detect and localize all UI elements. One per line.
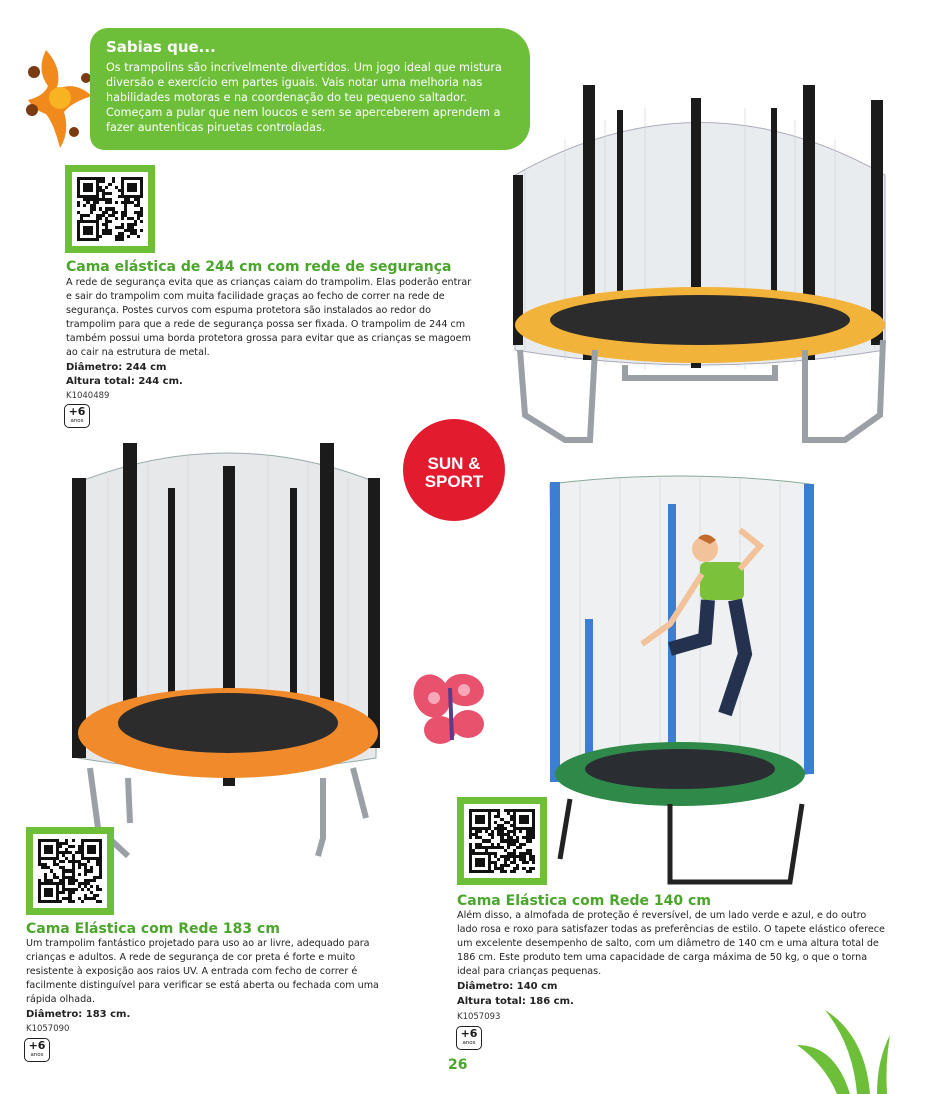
age-value: +6 bbox=[68, 405, 86, 418]
sun-decoration bbox=[24, 40, 100, 150]
age-badge-183 bbox=[24, 1038, 50, 1062]
product-description-244: A rede de segurança evita que as crianças caiam do trampolim. Elas poderão entrar e sair do trampolim com muita facilidade graças ao fecho de correr na rede de segurança. Postes curvos com espuma protetora são instalados ao redor do trampolim para que a rede de segurança possa ser fixada. O trampolim de 244 cm também possui uma borda protetora grossa para evitar que as crianças se magoem ao cair na estrutura de metal. bbox=[66, 277, 472, 358]
product-height-140: Altura total: 186 cm. bbox=[457, 996, 574, 1007]
product-code-140: K1057093 bbox=[457, 1012, 501, 1022]
age-unit: anos bbox=[462, 1040, 476, 1046]
qr-code-product-140[interactable] bbox=[457, 797, 547, 885]
did-you-know-text: Os trampolins são incrivelmente divertidos. Um jogo ideal que mistura diversão e exercício em partes iguais. Vais notar uma melhoria nas habilidades motoras e na coordenação do teu pequeno saltador. Começam a pular que nem loucos e sem se aperceberem aprendem a fazer auntenticas piruetas controladas. bbox=[106, 61, 502, 134]
product-diameter-244: Diâmetro: 244 cm bbox=[66, 362, 167, 373]
product-title-140: Cama Elástica com Rede 140 cm bbox=[457, 893, 711, 909]
sun-and-sport-logo bbox=[403, 419, 505, 521]
grass-decoration bbox=[795, 1005, 905, 1094]
product-title-244: Cama elástica de 244 cm com rede de segurança bbox=[66, 259, 452, 275]
product-height-244: Altura total: 244 cm. bbox=[66, 376, 183, 387]
logo-line-1: SUN & bbox=[427, 454, 481, 473]
age-value: +6 bbox=[460, 1027, 478, 1040]
butterfly-decoration bbox=[410, 668, 494, 752]
product-code-244: K1040489 bbox=[66, 391, 110, 401]
product-image-trampoline-140 bbox=[540, 474, 820, 886]
age-unit: anos bbox=[30, 1052, 44, 1058]
qr-code-product-244[interactable] bbox=[65, 165, 155, 253]
product-title-183: Cama Elástica com Rede 183 cm bbox=[26, 921, 280, 937]
product-code-183: K1057090 bbox=[26, 1024, 70, 1034]
age-unit: anos bbox=[70, 418, 84, 424]
product-image-trampoline-183 bbox=[68, 438, 386, 858]
product-image-trampoline-244 bbox=[505, 80, 895, 455]
product-diameter-183: Diâmetro: 183 cm. bbox=[26, 1009, 131, 1020]
qr-code-product-183[interactable] bbox=[26, 827, 114, 915]
logo-line-2: SPORT bbox=[424, 472, 484, 491]
product-description-140: Além disso, a almofada de proteção é reversível, de um lado verde e azul, e do outro lado rosa e roxo para satisfazer todas as preferências de estilo. O tapete elástico oferece um excelente desempenho de salto, com um diâmetro de 140 cm e uma altura total de 186 cm. Este produto tem uma capacidade de carga máxima de 50 kg, o que o torna ideal para crianças pequenas. bbox=[457, 910, 885, 977]
product-description-183: Um trampolim fantástico projetado para uso ao ar livre, adequado para crianças e adultos. A rede de segurança de cor preta é forte e muito resistente à exposição aos raios UV. A entrada com fecho de correr é facilmente distinguível para verificar se está aberta ou fechada com uma rápida olhada. bbox=[26, 938, 379, 1005]
age-badge-244 bbox=[64, 404, 90, 428]
did-you-know-box bbox=[90, 28, 530, 150]
page-number: 26 bbox=[448, 1057, 468, 1073]
age-value: +6 bbox=[28, 1039, 46, 1052]
product-diameter-140: Diâmetro: 140 cm bbox=[457, 981, 558, 992]
did-you-know-title: Sabias que... bbox=[106, 38, 216, 56]
age-badge-140 bbox=[456, 1026, 482, 1050]
